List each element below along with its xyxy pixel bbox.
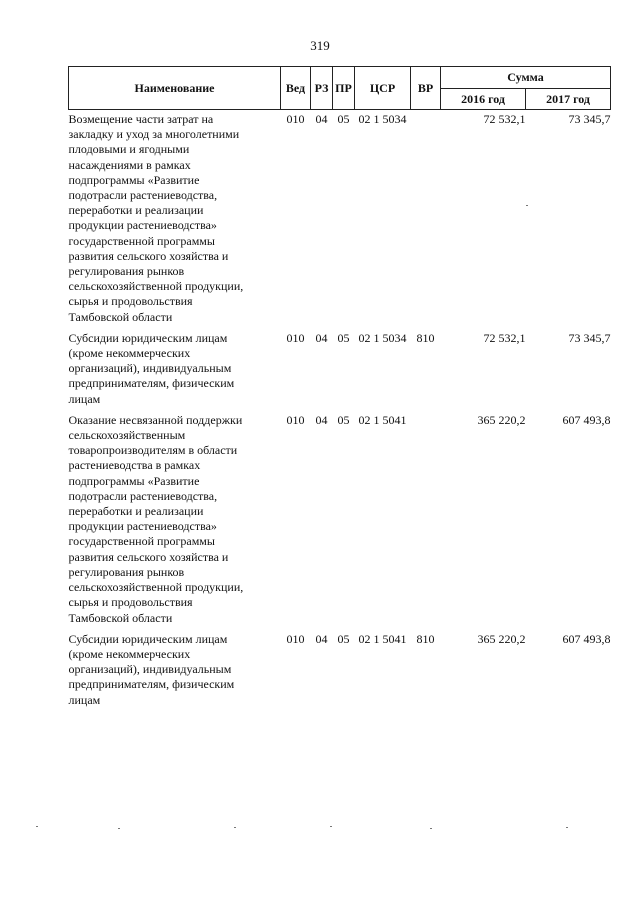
scan-speck bbox=[330, 826, 332, 827]
row-csr: 02 1 5034 bbox=[358, 330, 407, 345]
row-amount-2017: 607 493,8 bbox=[562, 412, 611, 427]
row-name: Субсидии юридическим лицам (кроме некоммерческих организаций), индивидуальным предпринимателям, физическим лицам bbox=[68, 330, 235, 406]
table-row bbox=[69, 630, 611, 712]
scan-speck bbox=[526, 205, 528, 206]
scan-speck bbox=[566, 827, 568, 828]
table-row bbox=[69, 329, 611, 411]
table-header bbox=[69, 67, 611, 110]
header-year-2017: 2017 год bbox=[526, 89, 611, 110]
row-name: Субсидии юридическим лицам (кроме некоммерческих организаций), индивидуальным предпринимателям, физическим лицам bbox=[68, 631, 235, 707]
row-rz: 04 bbox=[315, 330, 328, 345]
row-ved: 010 bbox=[286, 631, 305, 646]
scan-speck bbox=[430, 828, 432, 829]
row-amount-2016: 72 532,1 bbox=[483, 112, 526, 126]
header-rz: РЗ bbox=[311, 67, 333, 110]
header-vr: ВР bbox=[411, 67, 441, 110]
row-vr: 810 bbox=[416, 330, 435, 345]
row-ved: 010 bbox=[286, 330, 305, 345]
row-rz: 04 bbox=[315, 412, 328, 427]
row-pr: 05 bbox=[337, 330, 350, 345]
row-vr bbox=[411, 411, 441, 630]
row-pr: 05 bbox=[337, 412, 350, 427]
row-amount-2017: 73 345,7 bbox=[568, 112, 611, 126]
header-ved: Вед bbox=[281, 67, 311, 110]
row-vr: 810 bbox=[416, 631, 435, 646]
row-rz: 04 bbox=[315, 112, 328, 126]
scan-speck bbox=[118, 828, 120, 829]
header-year-2016: 2016 год bbox=[441, 89, 526, 110]
row-ved: 010 bbox=[286, 412, 305, 427]
scan-speck bbox=[36, 826, 38, 827]
row-rz: 04 bbox=[315, 631, 328, 646]
header-sum: Сумма bbox=[441, 67, 611, 89]
row-csr: 02 1 5041 bbox=[358, 412, 407, 427]
header-csr: ЦСР bbox=[355, 67, 411, 110]
budget-table bbox=[68, 66, 611, 712]
row-csr: 02 1 5041 bbox=[358, 631, 407, 646]
header-pr: ПР bbox=[333, 67, 355, 110]
table-row bbox=[69, 110, 611, 329]
row-amount-2017: 607 493,8 bbox=[562, 631, 611, 646]
row-vr bbox=[411, 110, 441, 329]
row-amount-2016: 365 220,2 bbox=[477, 412, 526, 427]
row-pr: 05 bbox=[337, 631, 350, 646]
table-row bbox=[69, 411, 611, 630]
row-name: Возмещение части затрат на закладку и уход за многолетними плодовыми и ягодными насаждениями в рамках подпрограммы «Развитие подотрасли растениеводства, переработки и реализации продукции растениеводства» государственной программы развития сельского хозяйства и регулирования рынков сельскохозяйственной продукции, сырья и продовольствия Тамбовской области bbox=[68, 112, 244, 324]
row-ved: 010 bbox=[286, 112, 305, 126]
row-pr: 05 bbox=[337, 112, 350, 126]
scan-speck bbox=[234, 827, 236, 828]
row-amount-2017: 73 345,7 bbox=[568, 330, 611, 345]
row-amount-2016: 72 532,1 bbox=[483, 330, 526, 345]
page-number: 319 bbox=[310, 38, 330, 53]
header-name: Наименование bbox=[69, 67, 281, 110]
row-name: Оказание несвязанной поддержки сельскохозяйственным товаропроизводителям в области растениеводства в рамках подпрограммы «Развитие подотрасли растениеводства, переработки и реализации продукции растениеводства» государственной программы развития сельского хозяйства и регулирования рынков сельскохозяйственной продукции, сырья и продовольствия Тамбовской области bbox=[68, 412, 244, 625]
row-amount-2016: 365 220,2 bbox=[477, 631, 526, 646]
row-csr: 02 1 5034 bbox=[358, 112, 407, 126]
